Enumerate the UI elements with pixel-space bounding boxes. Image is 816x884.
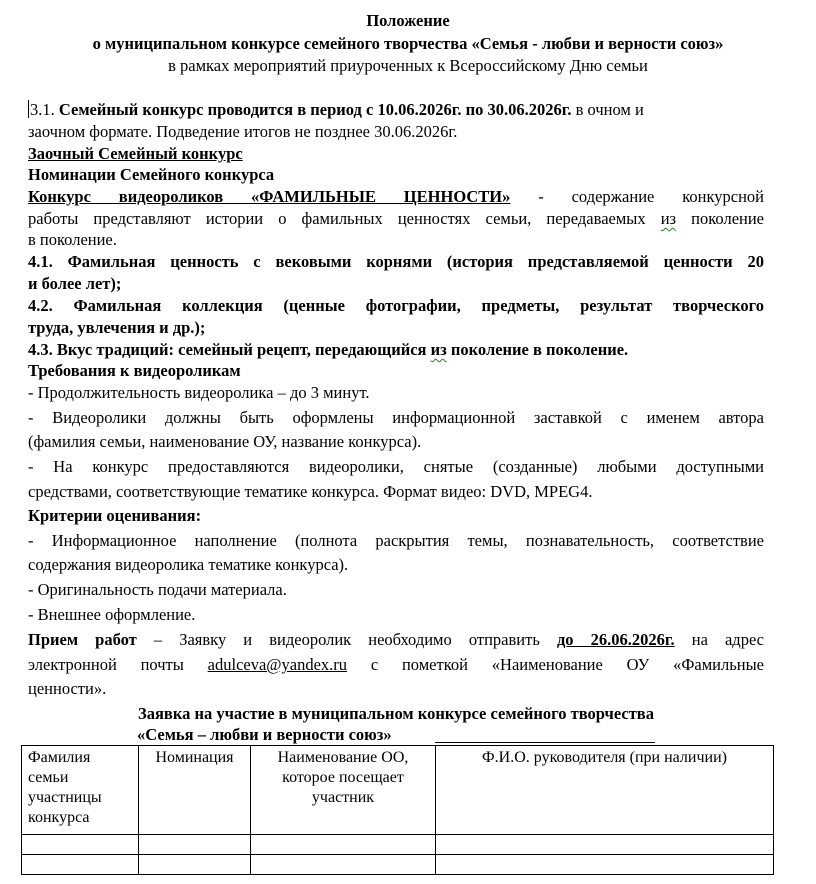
criterion-info-line2: содержания видеоролика тематике конкурса).: [28, 555, 349, 574]
col-nomination: Номинация: [139, 746, 251, 835]
application-table: [21, 745, 774, 875]
video-contest-line3: в поколение.: [28, 230, 117, 249]
application-subtitle: «Семья – любви и верности союз»: [137, 725, 392, 744]
nomination-4-1-line1: 4.1. Фамильная ценность с вековыми корнями (история представляемой ценности 20: [28, 252, 764, 271]
table-cell[interactable]: [22, 835, 139, 855]
nominations-heading: Номинации Семейного конкурса: [28, 165, 275, 184]
section-number: 3.1.: [30, 100, 55, 119]
submission-deadline: до 26.06.2026г.: [556, 630, 675, 649]
criterion-info-line1: - Информационное наполнение (полнота раскрытия темы, познавательность, соответствие: [28, 531, 764, 550]
table-cell[interactable]: [22, 855, 139, 875]
video-contest-title: Конкурс видеороликов «ФАМИЛЬНЫЕ ЦЕННОСТИ»: [28, 187, 511, 206]
zaochny-heading: Заочный Семейный конкурс: [28, 144, 243, 163]
requirement-intro-line1: - Видеоролики должны быть оформлены информационной заставкой с именем автора: [28, 408, 764, 427]
doc-context: в рамках мероприятий приуроченных к Всероссийскому Дню семьи: [168, 56, 648, 75]
table-cell[interactable]: [436, 855, 774, 875]
requirements-heading: Требования к видеороликам: [28, 361, 241, 380]
criteria-heading: Критерии оценивания:: [28, 506, 202, 525]
table-row: [22, 855, 774, 875]
doc-subtitle: о муниципальном конкурсе семейного творчества «Семья - любви и верности союз»: [92, 34, 724, 53]
nomination-4-2-line2: труда, увлечения и др.);: [28, 318, 206, 337]
submission-line2: электронной почты adulceva@yandex.ru с пометкой «Наименование ОУ «Фамильные: [28, 655, 764, 674]
criterion-design: - Внешнее оформление.: [28, 605, 196, 624]
submission-line1: Прием работ – Заявку и видеоролик необходимо отправить до 26.06.2026г. на адрес: [28, 630, 765, 649]
title-underline: [435, 742, 655, 743]
doc-title: Положение: [366, 11, 450, 30]
col-supervisor: Ф.И.О. руководителя (при наличии): [436, 746, 774, 835]
nomination-4-2-line1: 4.2. Фамильная коллекция (ценные фотографии, предметы, результат творческого: [28, 296, 764, 315]
table-cell[interactable]: [139, 855, 251, 875]
video-contest-line1: Конкурс видеороликов «ФАМИЛЬНЫЕ ЦЕННОСТИ» - содержание конкурсной: [28, 187, 765, 206]
text-cursor: [28, 100, 29, 118]
table-header-row: [22, 746, 774, 835]
table-cell[interactable]: [251, 835, 436, 855]
requirement-format-line1: - На конкурс предоставляются видеоролики, снятые (созданные) любыми доступными: [28, 457, 764, 476]
table-cell[interactable]: [436, 835, 774, 855]
application-title: Заявка на участие в муниципальном конкурсе семейного творчества: [138, 704, 654, 723]
requirement-duration: - Продолжительность видеоролика – до 3 минут.: [28, 383, 370, 402]
section-3-1-line2: заочном формате. Подведение итогов не позднее 30.06.2026г.: [28, 122, 458, 141]
requirement-intro-line2: (фамилия семьи, наименование ОУ, название конкурса).: [28, 432, 422, 451]
col-institution: Наименование ОО, которое посещает участник: [251, 746, 436, 835]
criterion-originality: - Оригинальность подачи материала.: [28, 580, 287, 599]
email-link[interactable]: adulceva@yandex.ru: [207, 655, 348, 674]
table-cell[interactable]: [139, 835, 251, 855]
nomination-4-1-line2: и более лет);: [28, 274, 122, 293]
results-deadline: Подведение итогов не позднее 30.06.2026г.: [156, 122, 458, 141]
video-contest-line2: работы представляют истории о фамильных ценностях семьи, передаваемых из поколение: [28, 209, 765, 228]
table-row: [22, 835, 774, 855]
section-3-1-line1: 3.1. Семейный конкурс проводится в период с 10.06.2026г. по 30.06.2026г. в очном и: [30, 100, 644, 119]
table-cell[interactable]: [251, 855, 436, 875]
col-family: Фамилия семьи участницы конкурса: [22, 746, 139, 835]
section-period: Семейный конкурс проводится в период с 10.06.2026г. по 30.06.2026г.: [58, 100, 572, 119]
requirement-format-line2: средствами, соответствующие тематике конкурса. Формат видео: DVD, MPEG4.: [28, 482, 593, 501]
submission-line3: ценности».: [28, 679, 107, 698]
submission-label: Прием работ: [28, 630, 137, 649]
nomination-4-3: 4.3. Вкус традиций: семейный рецепт, передающийся из поколение в поколение.: [28, 340, 629, 359]
